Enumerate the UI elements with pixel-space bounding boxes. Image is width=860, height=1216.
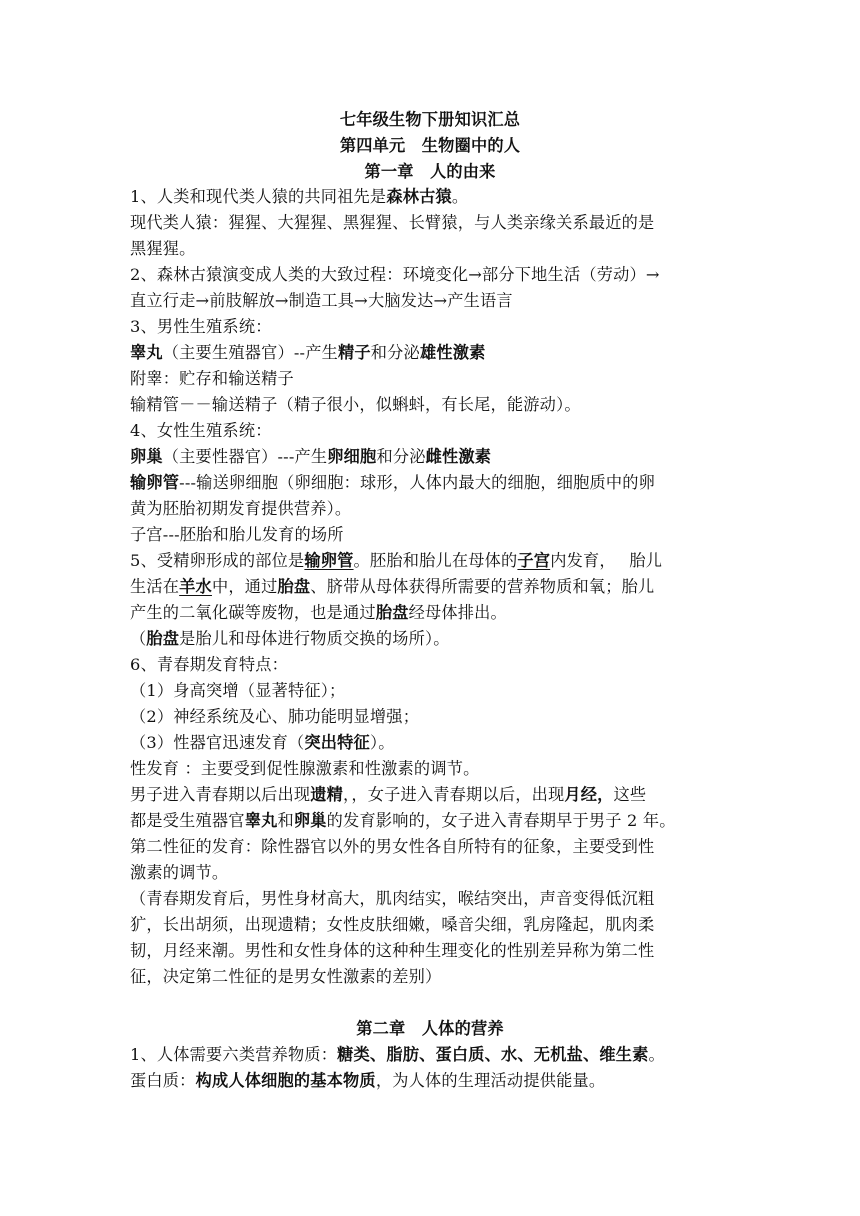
text-line: 5、受精卵形成的部位是输卵管。胚胎和胎儿在母体的子宫内发育， 胎儿: [130, 551, 663, 570]
text-line: 输精管－－输送精子（精子很小，似蝌蚪，有长尾，能游动）。: [130, 395, 581, 414]
text-line: 生活在羊水中，通过胎盘、脐带从母体获得所需要的营养物质和氧；胎儿: [130, 577, 655, 596]
chapter-title-1: 第一章 人的由来: [364, 162, 496, 181]
text-line: （1）身高突增（显著特征）；: [130, 681, 346, 700]
text-line: 都是受生殖器官睾丸和卵巢的发育影响的，女子进入青春期早于男子 2 年。: [130, 811, 676, 830]
text-line: （胎盘是胎儿和母体进行物质交换的场所）。: [130, 629, 450, 648]
text-line: 产生的二氧化碳等废物，也是通过胎盘经母体排出。: [130, 603, 507, 622]
text-line: 直立行走→前肢解放→制造工具→大脑发达→产生语言: [130, 291, 513, 310]
text-line: 3、男性生殖系统：: [130, 317, 272, 336]
unit-title: 第四单元 生物圈中的人: [339, 136, 521, 155]
text-line: 6、青春期发育特点：: [130, 655, 288, 674]
text-line: 1、人类和现代类人猿的共同祖先是森林古猿。: [130, 187, 469, 206]
text-line: 激素的调节。: [130, 863, 229, 882]
text-line: 1、人体需要六类营养物质：糖类、脂肪、蛋白质、水、无机盐、维生素。: [130, 1045, 665, 1064]
text-line: 征，决定第二性征的是男女性激素的差别）: [130, 967, 442, 986]
text-line: 卵巢（主要性器官）---产生卵细胞和分泌雌性激素: [130, 447, 492, 466]
document-title: 七年级生物下册知识汇总: [339, 110, 521, 129]
text-line: 蛋白质：构成人体细胞的基本物质，为人体的生理活动提供能量。: [130, 1071, 606, 1090]
text-line: （2）神经系统及心、肺功能明显增强；: [130, 707, 420, 726]
text-line: 黄为胚胎初期发育提供营养）。: [130, 499, 352, 518]
chapter-title-2: 第二章 人体的营养: [356, 1019, 504, 1038]
text-line: 韧，月经来潮。男性和女性身体的这种种生理变化的性别差异称为第二性: [130, 941, 655, 960]
text-line: 性发育 ：主要受到促性腺激素和性激素的调节。: [130, 759, 480, 778]
text-line: 4、女性生殖系统：: [130, 421, 272, 440]
text-line: 附睾：贮存和输送精子: [130, 369, 294, 388]
text-line: 第二性征的发育：除性器官以外的男女性各自所特有的征象，主要受到性: [130, 837, 655, 856]
text-line: 犷，长出胡须，出现遗精；女性皮肤细嫩，嗓音尖细，乳房隆起，肌肉柔: [130, 915, 655, 934]
text-line: 子宫---胚胎和胎儿发育的场所: [130, 525, 344, 544]
text-line: 2、森林古猿演变成人类的大致过程：环境变化→部分下地生活（劳动）→: [130, 265, 660, 284]
text-line: 现代类人猿：猩猩、大猩猩、黑猩猩、长臂猿，与人类亲缘关系最近的是: [130, 213, 655, 232]
text-line: （3）性器官迅速发育（突出特征）。: [130, 733, 395, 752]
text-line: （青春期发育后，男性身材高大，肌肉结实，喉结突出，声音变得低沉粗: [130, 889, 655, 908]
text-line: 睾丸（主要生殖器官）--产生精子和分泌雄性激素: [130, 343, 486, 362]
text-line: 男子进入青春期以后出现遗精，，女子进入青春期以后，出现月经，这些: [130, 785, 647, 804]
text-line: 黑猩猩。: [130, 239, 196, 258]
text-line: 输卵管---输送卵细胞（卵细胞：球形，人体内最大的细胞，细胞质中的卵: [130, 473, 656, 492]
